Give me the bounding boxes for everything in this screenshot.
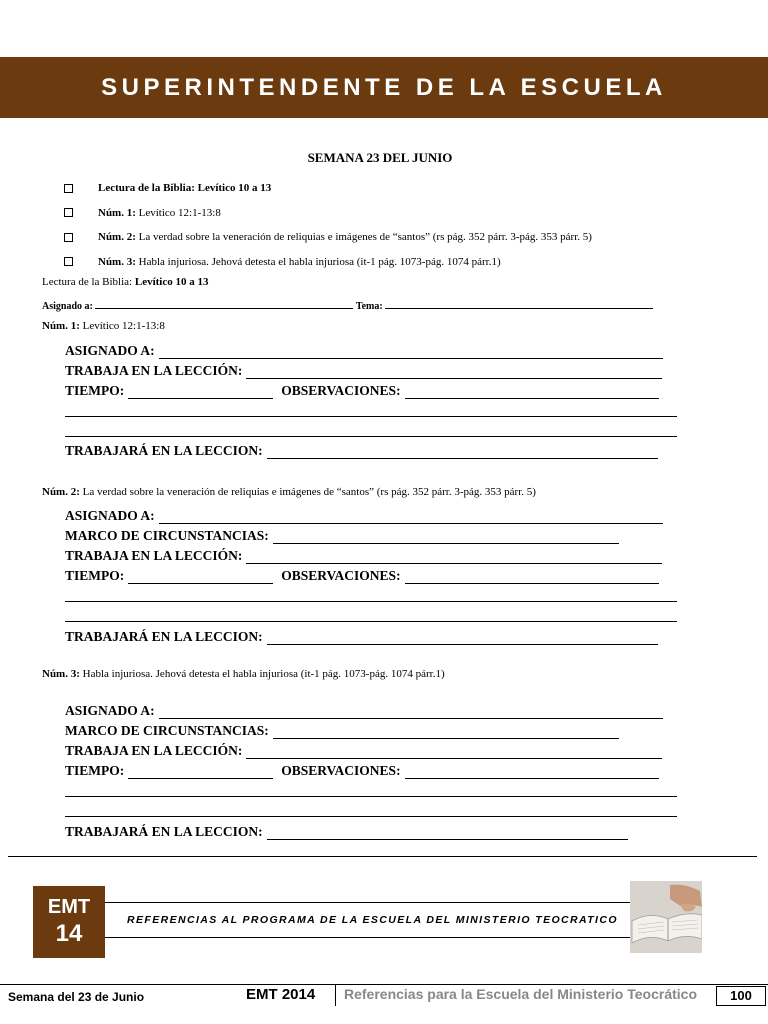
footer-separator bbox=[335, 984, 336, 1006]
reading-assignment-row: Asignado a: Tema: bbox=[42, 298, 653, 312]
setting-field[interactable] bbox=[273, 530, 619, 544]
observations-field[interactable] bbox=[405, 570, 659, 584]
num2-heading: Núm. 2: La verdad sobre la veneración de reliquias e imágenes de “santos” (rs pág. 352 párr. 3-pág. 353 párr. 5) bbox=[42, 486, 536, 498]
checklist-item-reading: Lectura de la Biblia: Levítico 10 a 13 bbox=[64, 176, 592, 201]
next-lesson-field[interactable] bbox=[267, 631, 658, 645]
assigned-to-field[interactable] bbox=[95, 298, 353, 309]
num3-assigned-row: ASIGNADO A: bbox=[65, 701, 663, 719]
lesson-field[interactable] bbox=[246, 745, 662, 759]
page-title: SUPERINTENDENTE DE LA ESCUELA bbox=[101, 73, 667, 101]
emt-badge: EMT 14 bbox=[33, 886, 105, 958]
time-field[interactable] bbox=[128, 765, 273, 779]
num1-heading: Núm. 1: Levítico 12:1-13:8 bbox=[42, 320, 165, 332]
num3-next-lesson-row: TRABAJARÁ EN LA LECCION: bbox=[65, 822, 628, 840]
week-title: SEMANA 23 DEL JUNIO bbox=[307, 150, 453, 165]
checkbox-icon[interactable] bbox=[64, 208, 73, 217]
notes-line[interactable] bbox=[65, 601, 677, 602]
assigned-field[interactable] bbox=[159, 345, 663, 359]
num2-setting-row: MARCO DE CIRCUNSTANCIAS: bbox=[65, 526, 619, 544]
num3-heading: Núm. 3: Habla injuriosa. Jehová detesta el habla injuriosa (it-1 pág. 1073-pág. 1074 párr.1) bbox=[42, 668, 445, 680]
page-number: 100 bbox=[716, 986, 766, 1006]
footer-line bbox=[0, 984, 768, 985]
notes-line[interactable] bbox=[65, 816, 677, 817]
next-lesson-field[interactable] bbox=[267, 826, 628, 840]
assigned-field[interactable] bbox=[159, 510, 663, 524]
reading-heading: Lectura de la Biblia: Levítico 10 a 13 bbox=[42, 276, 209, 288]
lesson-field[interactable] bbox=[246, 550, 662, 564]
theme-field[interactable] bbox=[385, 298, 653, 309]
assigned-field[interactable] bbox=[159, 705, 663, 719]
footer-emt: EMT 2014 bbox=[246, 986, 316, 1003]
header-banner bbox=[0, 57, 768, 118]
num2-time-row: TIEMPO: OBSERVACIONES: bbox=[65, 566, 659, 584]
footer-week: Semana del 23 de Junio bbox=[8, 990, 145, 1004]
num2-assigned-row: ASIGNADO A: bbox=[65, 506, 663, 524]
observations-field[interactable] bbox=[405, 385, 659, 399]
section-divider bbox=[8, 856, 757, 857]
time-field[interactable] bbox=[128, 385, 273, 399]
checkbox-icon[interactable] bbox=[64, 184, 73, 193]
num1-assigned-row: ASIGNADO A: bbox=[65, 341, 663, 359]
checklist-item-num3: Núm. 3: Habla injuriosa. Jehová detesta el habla injuriosa (it-1 pág. 1073-pág. 1074 párr.1) bbox=[64, 250, 592, 275]
notes-line[interactable] bbox=[65, 796, 677, 797]
checklist-item-num2: Núm. 2: La verdad sobre la veneración de reliquias e imágenes de “santos” (rs pág. 352 párr. 3-pág. 353 párr. 5) bbox=[64, 225, 592, 250]
observations-field[interactable] bbox=[405, 765, 659, 779]
num2-lesson-row: TRABAJA EN LA LECCIÓN: bbox=[65, 546, 662, 564]
num3-time-row: TIEMPO: OBSERVACIONES: bbox=[65, 761, 659, 779]
num2-next-lesson-row: TRABAJARÁ EN LA LECCION: bbox=[65, 627, 658, 645]
footer-reference: Referencias para la Escuela del Ministerio Teocrático bbox=[344, 986, 697, 1002]
notes-line[interactable] bbox=[65, 416, 677, 417]
assignment-checklist bbox=[64, 176, 592, 274]
num1-next-lesson-row: TRABAJARÁ EN LA LECCION: bbox=[65, 441, 658, 459]
num3-setting-row: MARCO DE CIRCUNSTANCIAS: bbox=[65, 721, 619, 739]
lesson-field[interactable] bbox=[246, 365, 662, 379]
checkbox-icon[interactable] bbox=[64, 257, 73, 266]
references-heading: REFERENCIAS AL PROGRAMA DE LA ESCUELA DEL MINISTERIO TEOCRATICO bbox=[105, 902, 630, 938]
setting-field[interactable] bbox=[273, 725, 619, 739]
notes-line[interactable] bbox=[65, 621, 677, 622]
open-book-icon bbox=[630, 881, 702, 953]
notes-line[interactable] bbox=[65, 436, 677, 437]
checkbox-icon[interactable] bbox=[64, 233, 73, 242]
time-field[interactable] bbox=[128, 570, 273, 584]
bible-reading-photo bbox=[630, 881, 702, 953]
num1-time-row: TIEMPO: OBSERVACIONES: bbox=[65, 381, 659, 399]
num3-lesson-row: TRABAJA EN LA LECCIÓN: bbox=[65, 741, 662, 759]
checklist-item-num1: Núm. 1: Levítico 12:1-13:8 bbox=[64, 201, 592, 226]
next-lesson-field[interactable] bbox=[267, 445, 658, 459]
num1-lesson-row: TRABAJA EN LA LECCIÓN: bbox=[65, 361, 662, 379]
